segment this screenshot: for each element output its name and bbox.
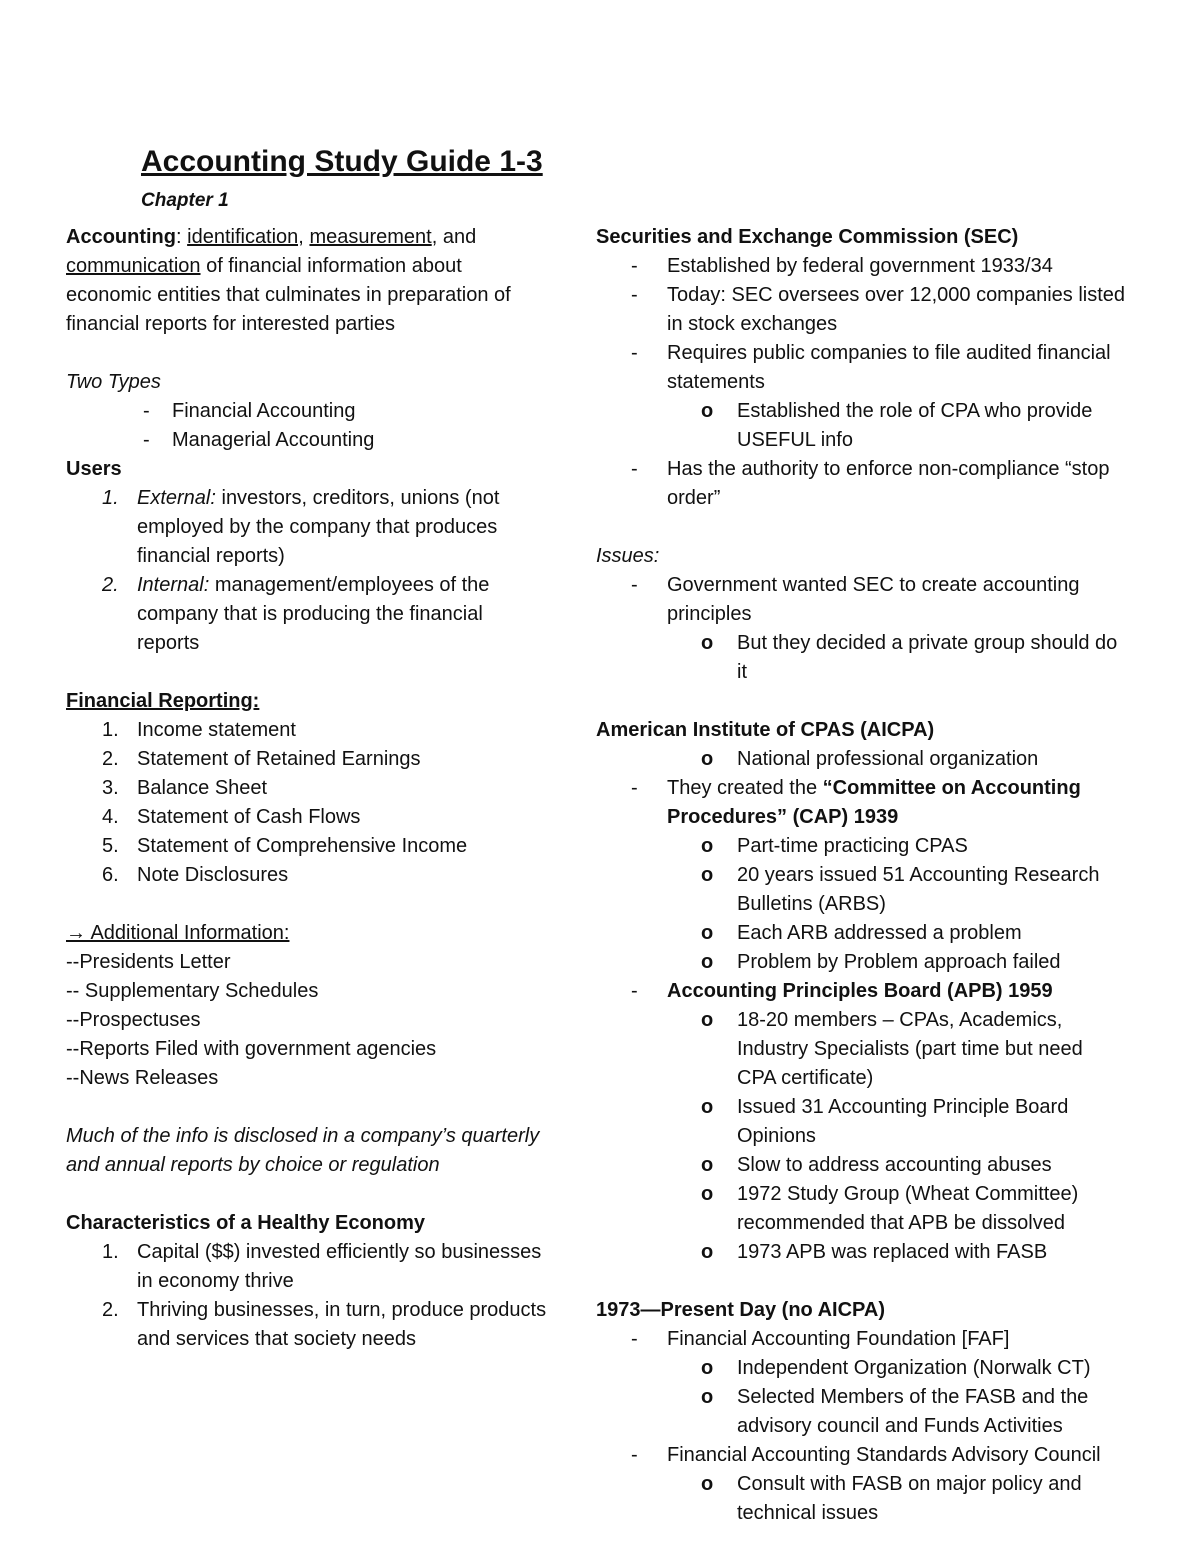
definition-term: Accounting — [66, 226, 176, 248]
definition-measurement: measurement — [309, 226, 432, 248]
additional-information-heading: → Additional Information: — [66, 922, 290, 944]
bullet-icon: o — [701, 1009, 714, 1031]
issues-label: Issues: — [596, 545, 660, 567]
list-item: 3. Balance Sheet — [102, 777, 268, 799]
financial-reporting-heading: Financial Reporting: — [66, 690, 260, 712]
list-item: 4. Statement of Cash Flows — [102, 806, 361, 828]
user-label: Internal: — [137, 574, 210, 596]
accounting-definition — [66, 223, 586, 252]
definition-text: , and — [431, 226, 477, 248]
list-item: 1. Income statement — [102, 719, 296, 741]
sub-list-item: o Slow to address accounting abuses — [596, 1151, 1161, 1180]
list-item: 2. Statement of Retained Earnings — [102, 748, 421, 770]
sub-list-item: o 20 years issued 51 Accounting Research Bulletins (ARBS) — [596, 861, 1161, 919]
users-heading: Users — [66, 458, 122, 480]
bullet-icon: o — [701, 1241, 714, 1263]
bullet-icon: o — [701, 951, 714, 973]
right-column — [596, 223, 1161, 1519]
disclosure-note: Much of the info is disclosed in a company’s quarterly — [66, 1125, 540, 1147]
sub-list-item: o 1973 APB was replaced with FASB — [596, 1238, 1161, 1267]
list-item: -- Supplementary Schedules — [66, 980, 319, 1002]
list-item: --News Releases — [66, 1067, 219, 1089]
sec-heading: Securities and Exchange Commission (SEC) — [596, 226, 1019, 248]
list-number: 1. — [102, 487, 119, 509]
apb-heading: Accounting Principles Board (APB) 1959 — [667, 980, 1053, 1002]
sub-list-item: o Selected Members of the FASB and the advisory council and Funds Activities — [596, 1383, 1161, 1441]
present-day-heading: 1973—Present Day (no AICPA) — [596, 1299, 885, 1321]
arrow-icon: → — [66, 922, 86, 944]
list-number: 2. — [102, 574, 119, 596]
definition-communication: communication — [66, 255, 201, 277]
list-item: --Prospectuses — [66, 1009, 201, 1031]
bullet-icon: o — [701, 748, 714, 770]
list-item: 2. Thriving businesses, in turn, produce products and services that society needs — [102, 1299, 547, 1350]
definition-identification: identification, — [187, 226, 304, 248]
sub-list-item: o 18-20 members – CPAs, Academics, Industry Specialists (part time but need CPA certificate) — [596, 1006, 1161, 1093]
list-item: - Requires public companies to file audited financial statements — [631, 342, 1111, 393]
bullet-icon: o — [701, 835, 714, 857]
sub-list-item: o Part-time practicing CPAS — [596, 832, 1161, 861]
sub-list-item: o Consult with FASB on major policy and technical issues — [596, 1470, 1161, 1519]
list-item: - Has the authority to enforce non-compliance “stop order” — [631, 458, 1110, 509]
list-item: 5. Statement of Comprehensive Income — [102, 835, 468, 857]
sub-list-item: o Issued 31 Accounting Principle Board Opinions — [596, 1093, 1161, 1151]
list-item: - Established by federal government 1933/34 — [631, 255, 1053, 277]
definition-line-2 — [66, 252, 586, 281]
chapter-subtitle: Chapter 1 — [141, 190, 229, 211]
bullet-icon: o — [701, 864, 714, 886]
sub-list-item: o Established the role of CPA who provide USEFUL info — [596, 397, 1161, 455]
list-item: - Financial Accounting Standards Advisory Council — [631, 1444, 1101, 1466]
healthy-economy-heading: Characteristics of a Healthy Economy — [66, 1212, 426, 1234]
bullet-icon: o — [701, 1096, 714, 1118]
type-item: - Financial Accounting — [66, 397, 586, 426]
bullet-icon: o — [701, 400, 714, 422]
sub-list-item: o 1972 Study Group (Wheat Committee) recommended that APB be dissolved — [596, 1180, 1161, 1238]
bullet-icon: o — [701, 922, 714, 944]
bullet-icon: o — [701, 1183, 714, 1205]
bullet-icon: o — [701, 1154, 714, 1176]
user-item-external: 1. External: investors, creditors, unions (not employed by the company that produces financial reports) — [66, 484, 586, 571]
user-label: External: — [137, 487, 216, 509]
list-item: 1. Capital ($$) invested efficiently so businesses in economy thrive — [102, 1241, 542, 1292]
bullet-icon: o — [701, 1473, 714, 1495]
sub-list-item: o Independent Organization (Norwalk CT) — [596, 1354, 1161, 1383]
dash-marker: - — [143, 429, 150, 451]
bullet-icon: o — [701, 1357, 714, 1379]
type-item: - Managerial Accounting — [66, 426, 586, 455]
list-item: --Presidents Letter — [66, 951, 231, 973]
definition-colon: : — [176, 226, 188, 248]
sub-list-item: o Problem by Problem approach failed — [596, 948, 1161, 977]
definition-line-4: financial reports for interested parties — [66, 313, 396, 335]
user-item-internal: 2. Internal: management/employees of the company that is producing the financial reports — [66, 571, 586, 658]
bullet-icon: o — [701, 632, 714, 654]
left-column — [66, 223, 586, 1354]
list-item: 6. Note Disclosures — [102, 864, 289, 886]
aicpa-heading: American Institute of CPAS (AICPA) — [596, 719, 935, 741]
list-item: - Financial Accounting Foundation [FAF] — [631, 1328, 1010, 1350]
disclosure-note: and annual reports by choice or regulation — [66, 1154, 440, 1176]
dash-marker: - — [143, 400, 150, 422]
list-item: - Government wanted SEC to create accounting principles — [631, 574, 1080, 625]
document-title: Accounting Study Guide 1-3 — [141, 145, 543, 178]
sub-list-item: o National professional organization — [596, 745, 1161, 774]
definition-text: of financial information about — [200, 255, 462, 277]
bullet-icon: o — [701, 1386, 714, 1408]
definition-line-3: economic entities that culminates in preparation of — [66, 284, 511, 306]
list-item: - Accounting Principles Board (APB) 1959 — [596, 977, 1161, 1006]
list-item: - Today: SEC oversees over 12,000 companies listed in stock exchanges — [631, 284, 1126, 335]
two-types-label: Two Types — [66, 371, 161, 393]
sub-list-item: o Each ARB addressed a problem — [596, 919, 1161, 948]
list-item: --Reports Filed with government agencies — [66, 1038, 437, 1060]
sub-list-item: o But they decided a private group should do it — [596, 629, 1161, 687]
list-item: - They created the “Committee on Accounting Procedures” (CAP) 1939 — [631, 777, 1081, 828]
